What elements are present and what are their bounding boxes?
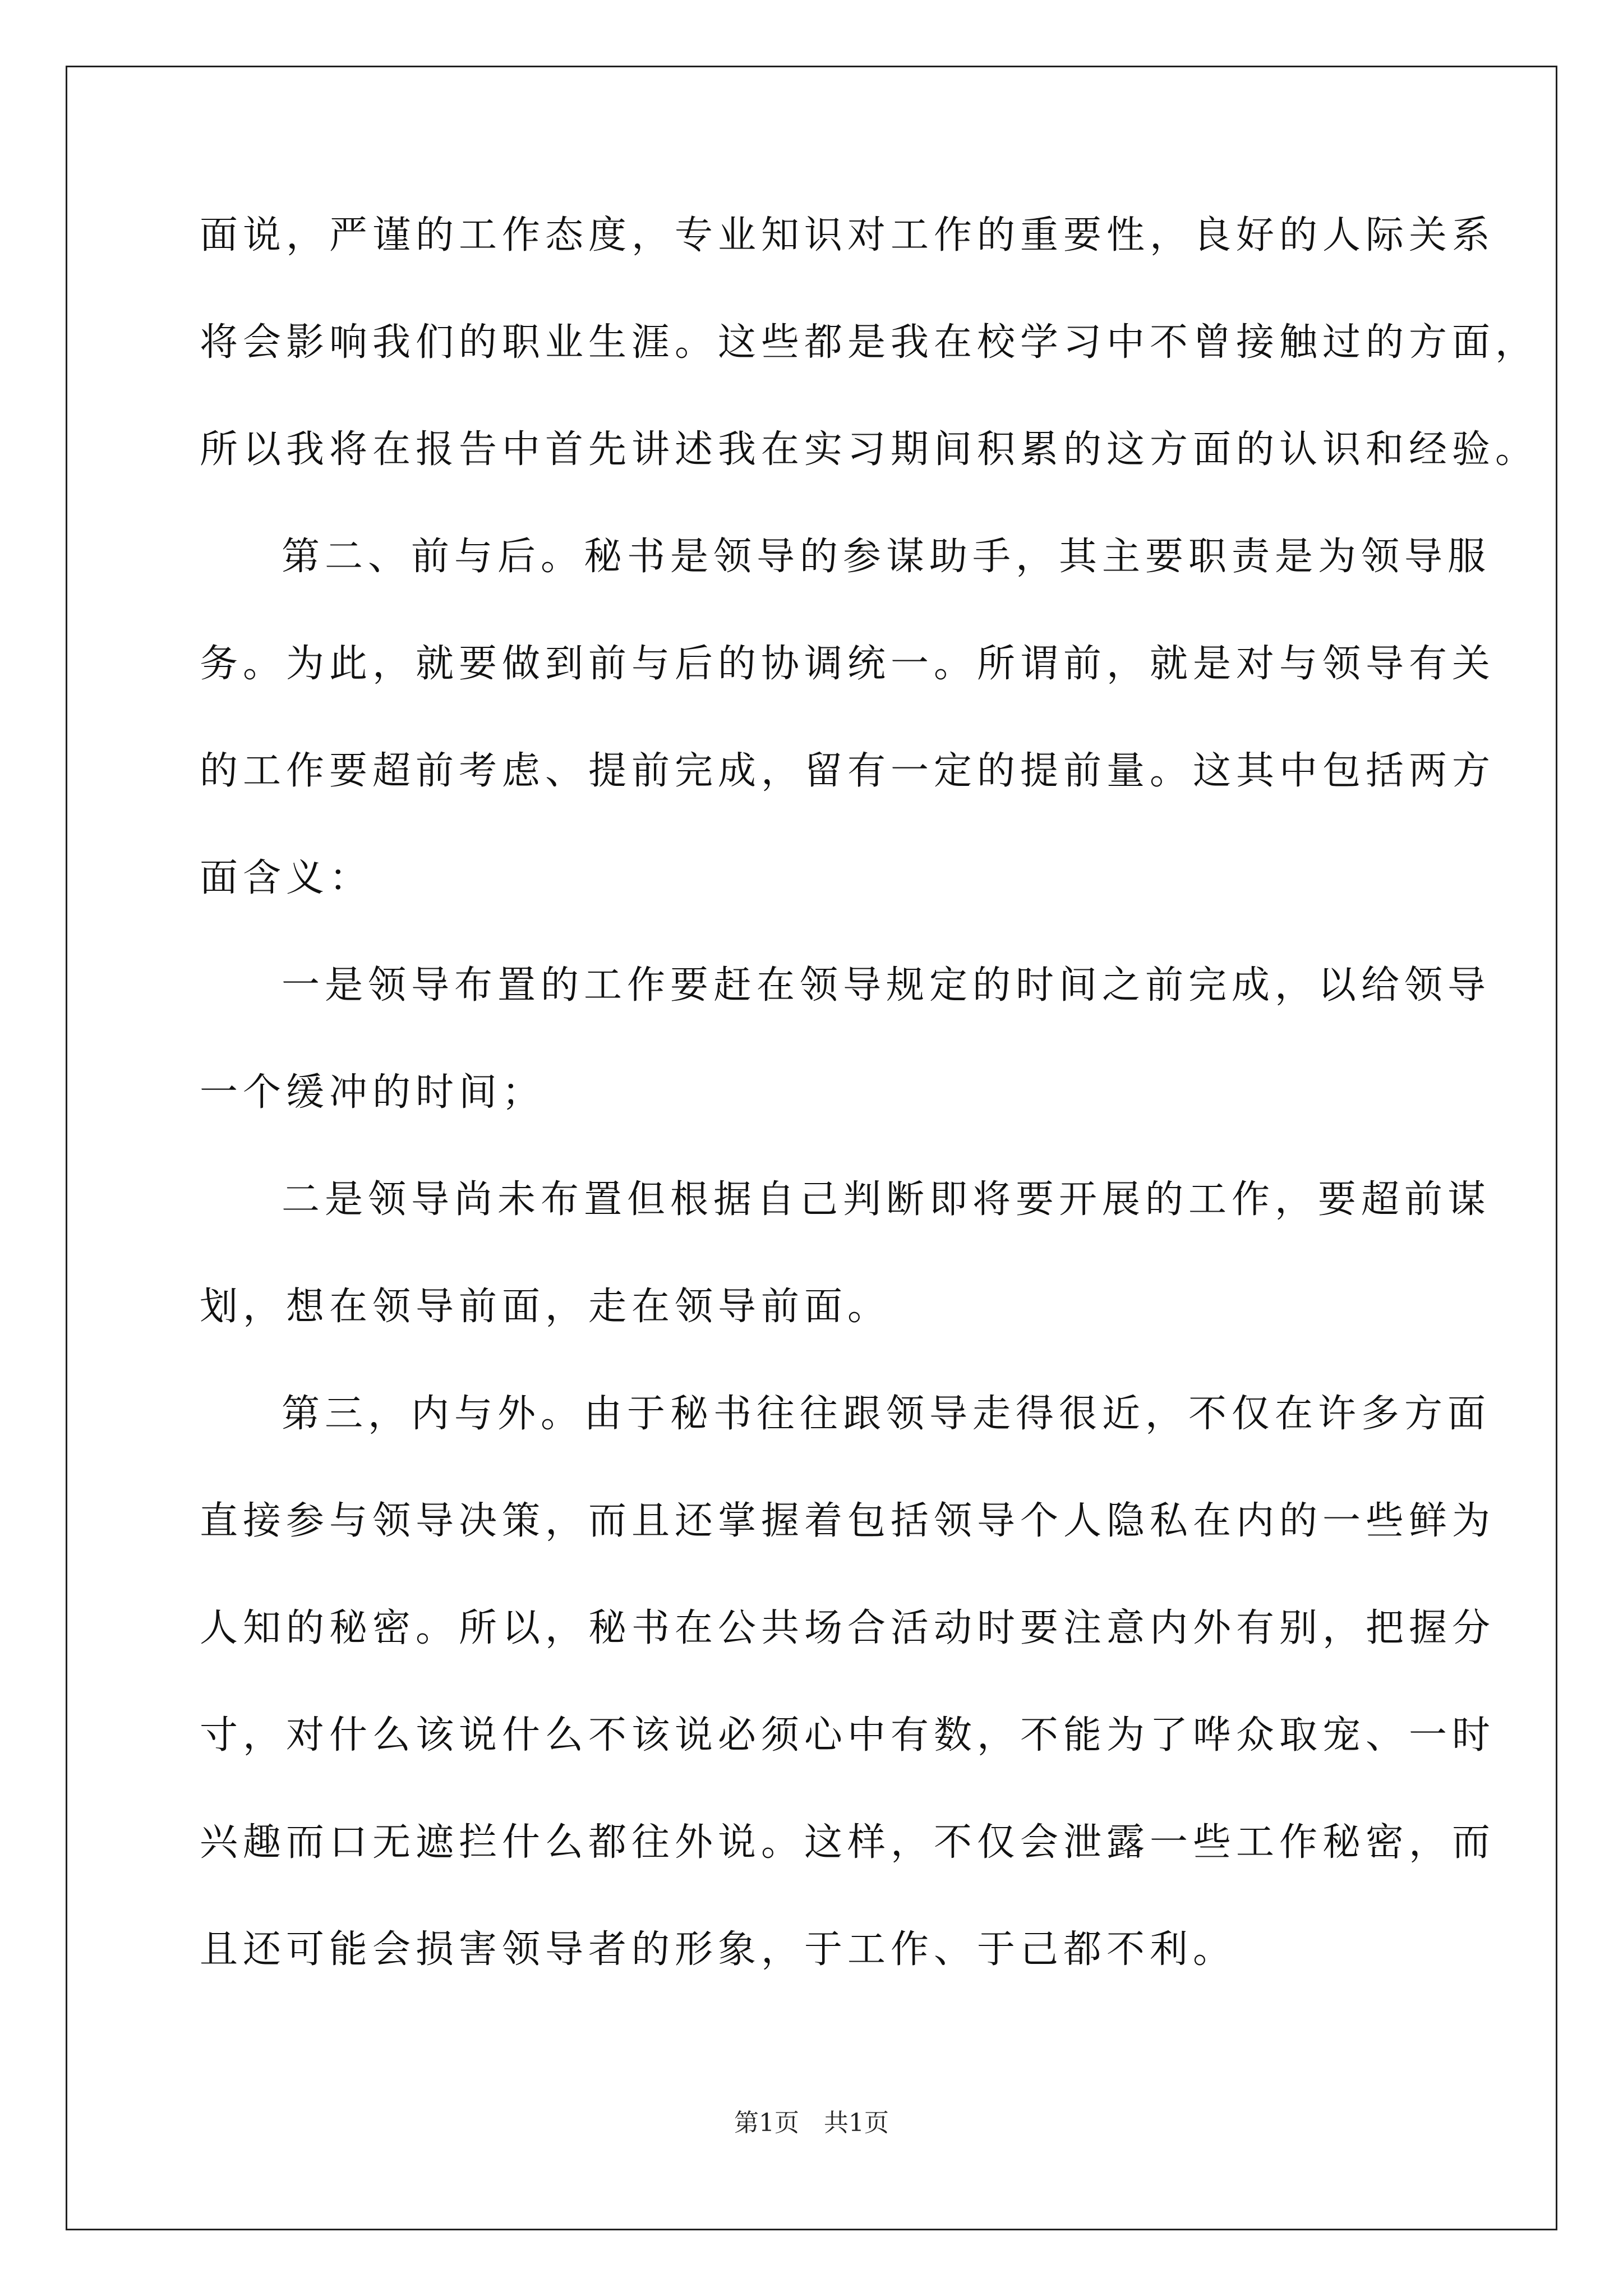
text-line: 将会影响我们的职业生涯。这些都是我在校学习中不曾接触过的方面， [200,320,1539,365]
text-line: 寸，对什么该说什么不该说必须心中有数，不能为了哗众取宠、一时 [200,1713,1496,1757]
page-number-footer: 第1页 共1页 [734,2109,889,2137]
text-line: 直接参与领导决策，而且还掌握着包括领导个人隐私在内的一些鲜为 [200,1499,1496,1543]
paragraph-start-line: 第三，内与外。由于秘书往往跟领导走得很近，不仅在许多方面 [282,1392,1491,1436]
text-line: 面说，严谨的工作态度，专业知识对工作的重要性，良好的人际关系 [200,213,1496,257]
text-line: 面含义： [200,856,373,900]
text-line: 人知的秘密。所以，秘书在公共场合活动时要注意内外有别，把握分 [200,1606,1496,1650]
text-line: 划，想在领导前面，走在领导前面。 [200,1285,891,1329]
text-line: 的工作要超前考虑、提前完成，留有一定的提前量。这其中包括两方 [200,749,1496,793]
text-line: 兴趣而口无遮拦什么都往外说。这样，不仅会泄露一些工作秘密，而 [200,1820,1496,1865]
text-line: 且还可能会损害领导者的形象，于工作、于己都不利。 [200,1927,1237,1972]
paragraph-start-line: 第二、前与后。秘书是领导的参谋助手，其主要职责是为领导服 [282,535,1491,579]
text-line: 所以我将在报告中首先讲述我在实习期间积累的这方面的认识和经验。 [200,427,1539,472]
paragraph-start-line: 一是领导布置的工作要赶在领导规定的时间之前完成，以给领导 [282,963,1491,1007]
text-line: 一个缓冲的时间； [200,1070,546,1115]
page-border [66,66,1557,2230]
text-line: 务。为此，就要做到前与后的协调统一。所谓前，就是对与领导有关 [200,642,1496,686]
paragraph-start-line: 二是领导尚未布置但根据自己判断即将要开展的工作，要超前谋 [282,1177,1491,1222]
